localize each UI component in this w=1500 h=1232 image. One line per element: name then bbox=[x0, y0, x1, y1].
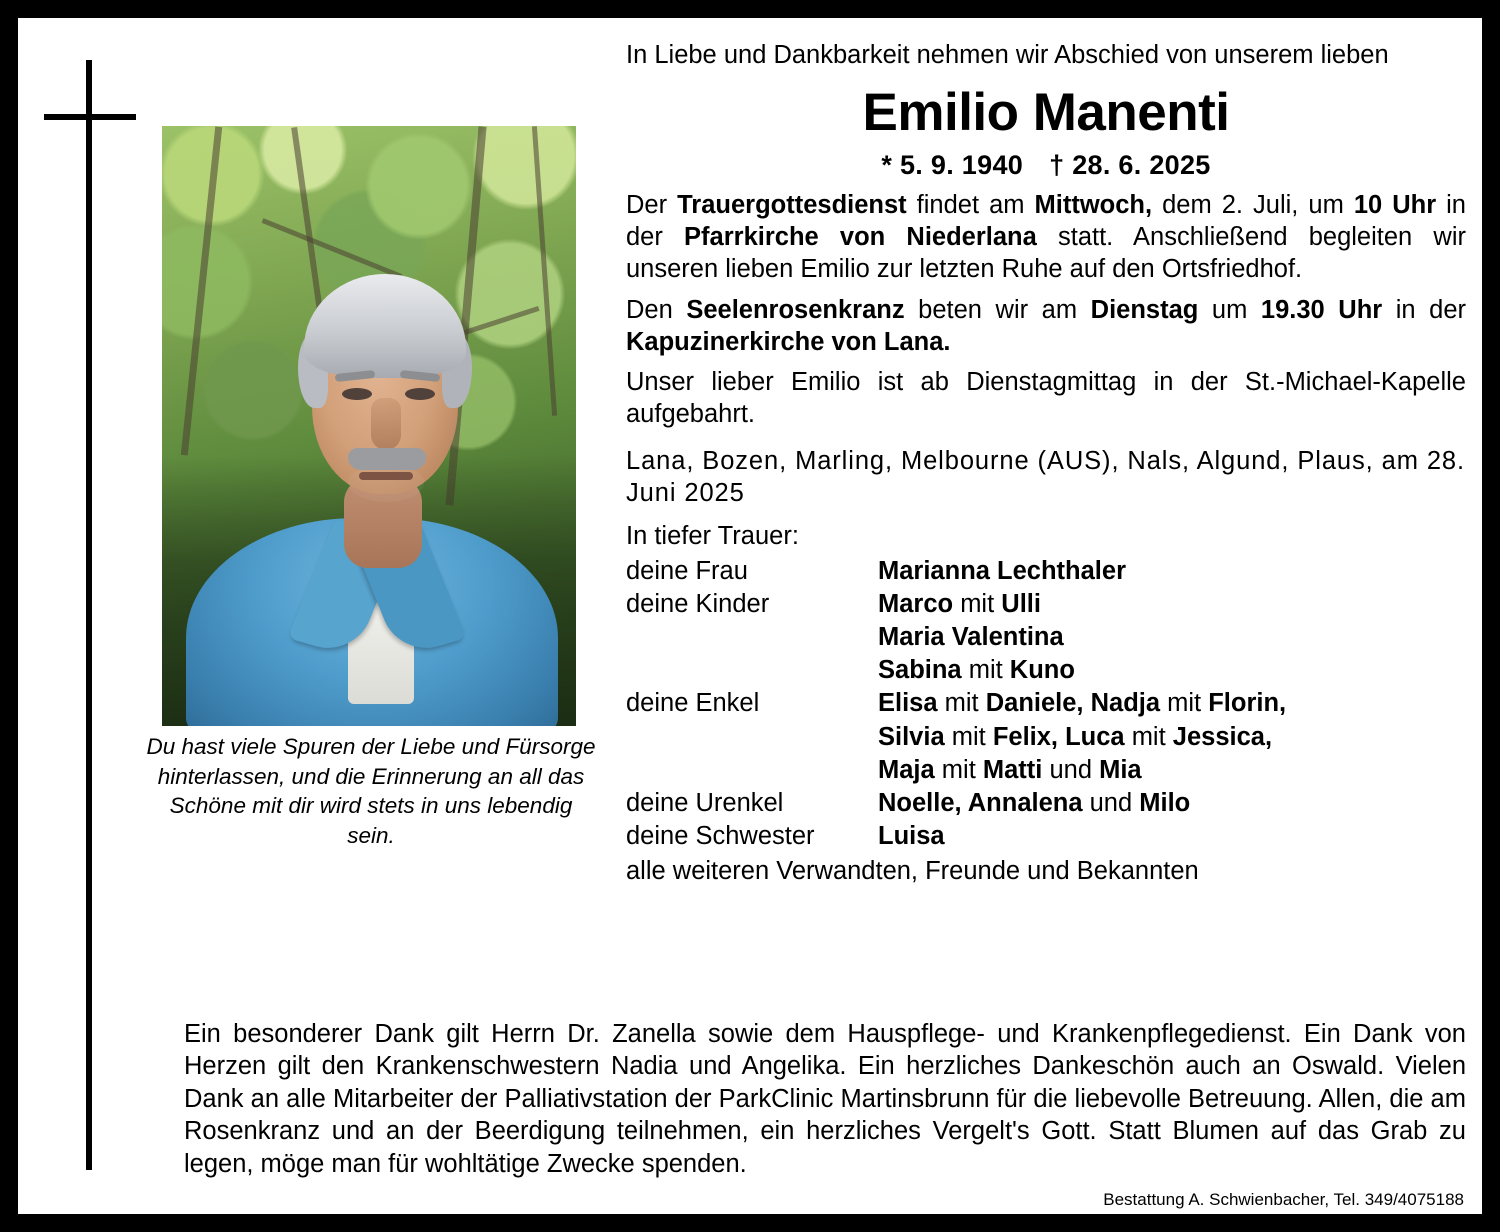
family-relation bbox=[626, 754, 878, 787]
plain-text: in der bbox=[626, 190, 1466, 252]
family-names bbox=[878, 654, 1466, 687]
emphasis-text: 10 Uhr bbox=[1353, 190, 1437, 219]
plain-text: mit bbox=[953, 590, 1002, 619]
all-others-text: alle weiteren Verwandten, Freunde und Bekannten bbox=[626, 857, 1199, 886]
death-date: † 28. 6. 2025 bbox=[1049, 149, 1211, 180]
emphasis-text: Sabina bbox=[878, 656, 962, 685]
plain-text: mit bbox=[934, 755, 983, 784]
notice-text-column bbox=[626, 40, 1466, 886]
emphasis-text: Mia bbox=[1099, 755, 1142, 784]
family-names bbox=[878, 687, 1466, 720]
family-relation bbox=[626, 721, 878, 754]
family-relation: deine Frau bbox=[626, 556, 748, 585]
family-row bbox=[626, 721, 1466, 754]
funeral-home-credit: Bestattung A. Schwienbacher, Tel. 349/4075188 bbox=[1103, 1190, 1464, 1209]
plain-text: und bbox=[1042, 755, 1100, 784]
photo-subject bbox=[162, 126, 576, 726]
laying-in-state-text: Unser lieber Emilio ist ab Dienstagmittag in der St.-Michael-Kapelle aufgebahrt. bbox=[626, 368, 1466, 429]
family-relation bbox=[626, 654, 878, 687]
plain-text: mit bbox=[937, 689, 986, 718]
plain-text: Der bbox=[626, 190, 678, 219]
emphasis-text: Matti bbox=[982, 755, 1043, 784]
family-names bbox=[878, 555, 1466, 588]
family-relation: deine Urenkel bbox=[626, 788, 784, 817]
family-relation: deine Kinder bbox=[626, 590, 770, 619]
family-names bbox=[878, 754, 1466, 787]
family-row bbox=[626, 687, 1466, 720]
plain-text: findet am bbox=[906, 190, 1035, 219]
plain-text: Den bbox=[626, 295, 687, 324]
family-names bbox=[878, 787, 1466, 820]
notice-body bbox=[18, 18, 1482, 1214]
emphasis-text: Pfarrkirche von Niederlana bbox=[684, 223, 1037, 252]
family-row bbox=[626, 787, 1466, 820]
emphasis-text: Kuno bbox=[1009, 656, 1075, 685]
family-row bbox=[626, 621, 1466, 654]
emphasis-text: Florin, bbox=[1208, 689, 1287, 718]
family-relation: deine Enkel bbox=[626, 689, 760, 718]
plain-text: statt. Anschließend begleiten wir unseren lieben Emilio zur letzten Ruhe auf den Ortsfriedhof. bbox=[626, 223, 1466, 284]
plain-text: mit bbox=[961, 656, 1010, 685]
family-names bbox=[878, 721, 1466, 754]
emphasis-text: Daniele, Nadja bbox=[985, 689, 1161, 718]
emphasis-text: Dienstag bbox=[1090, 295, 1199, 324]
memorial-verse: Du hast viele Spuren der Liebe und Fürsorge hinterlassen, und die Erinnerung an all das Schöne mit dir wird stets in uns lebendig sein. bbox=[146, 734, 596, 849]
emphasis-text: Luisa bbox=[878, 822, 945, 851]
plain-text: in der bbox=[1382, 295, 1467, 324]
emphasis-text: Noelle, Annalena bbox=[878, 788, 1083, 817]
emphasis-text: Jessica, bbox=[1172, 722, 1273, 751]
emphasis-text: Marco bbox=[878, 590, 954, 619]
portrait-photo bbox=[162, 126, 576, 726]
family-names bbox=[878, 621, 1466, 654]
cross-arm-icon bbox=[44, 114, 136, 120]
mourning-label: In tiefer Trauer: bbox=[626, 521, 799, 550]
family-row bbox=[626, 555, 1466, 588]
emphasis-text: Mittwoch, bbox=[1034, 190, 1153, 219]
plain-text: mit bbox=[1124, 722, 1173, 751]
emphasis-text: Trauergottesdienst bbox=[677, 190, 907, 219]
emphasis-text: 19.30 Uhr bbox=[1260, 295, 1383, 324]
plain-text: mit bbox=[1160, 689, 1209, 718]
emphasis-text: Ulli bbox=[1001, 590, 1041, 619]
plain-text: und bbox=[1082, 788, 1140, 817]
family-names bbox=[878, 588, 1466, 621]
life-dates bbox=[626, 150, 1466, 181]
emphasis-text: Felix, Luca bbox=[992, 722, 1125, 751]
thanks-text: Ein besonderer Dank gilt Herrn Dr. Zanella sowie dem Hauspflege- und Krankenpflegedienst. Ein Dank von Herzen gilt den Krankenschwestern Nadia und Angelika. Ein herzliches Dankeschön auch an Oswald. Vielen Dank an alle Mitarbeiter der Palliativstation der ParkClinic Martinsbrunn für die liebevolle Betreuung. Allen, die am Rosenkranz und an der Beerdigung teilnehmen, ein herzliches Vergelt's Gott. Statt Blumen auf das Grab zu legen, möge man für wohltätige Zwecke spenden. bbox=[184, 1020, 1466, 1178]
plain-text: mit bbox=[944, 722, 993, 751]
emphasis-text: Elisa bbox=[878, 689, 938, 718]
emphasis-text: Marianna Lechthaler bbox=[878, 556, 1126, 585]
emphasis-text: Seelenrosenkranz bbox=[686, 295, 905, 324]
portrait-image bbox=[162, 126, 576, 726]
family-list bbox=[626, 555, 1466, 853]
cross-icon bbox=[86, 60, 92, 1170]
emphasis-text: Maria Valentina bbox=[878, 623, 1064, 652]
birth-date: * 5. 9. 1940 bbox=[881, 149, 1024, 180]
family-row bbox=[626, 654, 1466, 687]
family-row bbox=[626, 588, 1466, 621]
family-row bbox=[626, 754, 1466, 787]
emphasis-text: Maja bbox=[878, 755, 935, 784]
places-and-date: Lana, Bozen, Marling, Melbourne (AUS), Nals, Algund, Plaus, am 28. Juni 2025 bbox=[626, 446, 1465, 508]
family-row bbox=[626, 820, 1466, 853]
deceased-name: Emilio Manenti bbox=[862, 82, 1230, 142]
emphasis-text: Silvia bbox=[878, 722, 945, 751]
emphasis-text: Milo bbox=[1139, 788, 1191, 817]
rosary-text bbox=[626, 294, 1466, 359]
plain-text: beten wir am bbox=[904, 295, 1091, 324]
family-names bbox=[878, 820, 1466, 853]
lead-text: In Liebe und Dankbarkeit nehmen wir Abschied von unserem lieben bbox=[626, 41, 1389, 69]
family-relation bbox=[626, 621, 878, 654]
emphasis-text: Kapuzinerkirche von Lana. bbox=[626, 327, 951, 356]
plain-text: um bbox=[1198, 295, 1261, 324]
funeral-service-text bbox=[626, 189, 1466, 286]
plain-text: dem 2. Juli, um bbox=[1152, 190, 1354, 219]
family-relation: deine Schwester bbox=[626, 822, 815, 851]
